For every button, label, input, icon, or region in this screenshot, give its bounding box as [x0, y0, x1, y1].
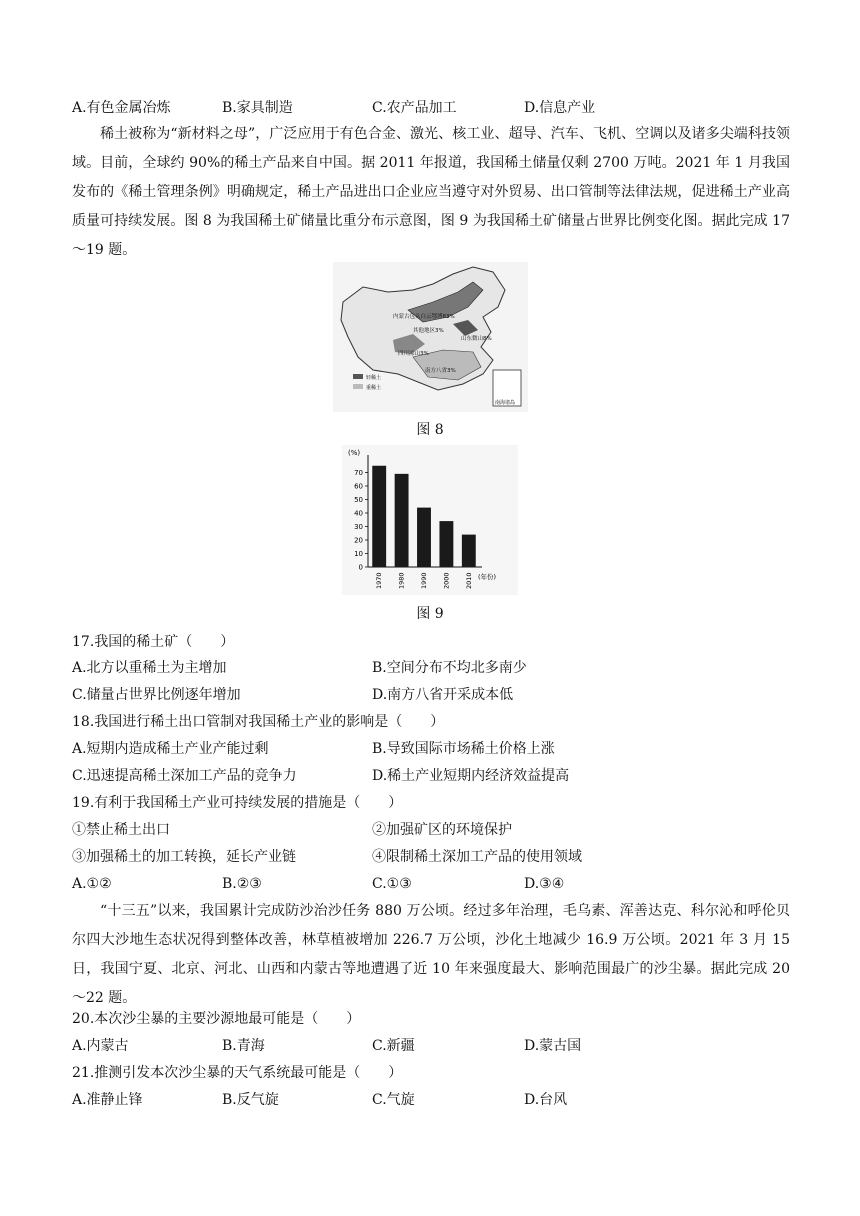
x-tick-label: 2000 — [442, 572, 451, 589]
bar-1980 — [395, 474, 409, 567]
q18-option-b: B.导致国际市场稀土价格上涨 — [372, 741, 555, 757]
option-a: A.有色金属冶炼 — [72, 100, 171, 116]
q17-stem: 17.我国的稀土矿（ ） — [72, 634, 235, 650]
q19-option-c: C.①③ — [372, 876, 412, 892]
y-tick-label: 10 — [354, 550, 363, 558]
q19-option-b: B.②③ — [222, 876, 262, 892]
q21-option-d: D.台风 — [524, 1092, 568, 1108]
option-b: B.家具制造 — [222, 100, 293, 116]
map-label-baotou: 内蒙古包头白云鄂博83% — [393, 314, 455, 320]
legend-light-swatch — [353, 374, 363, 379]
option-c: C.农产品加工 — [372, 100, 457, 116]
bar-1970 — [372, 466, 386, 567]
y-tick-label: 20 — [354, 536, 363, 545]
q17-option-c: C.储量占世界比例逐年增加 — [72, 687, 241, 703]
passage-rare-earth: 稀土被称为“新材料之母”，广泛应用于有色合金、激光、核工业、超导、汽车、飞机、空调以及诸多尖端科技领域。目前，全球约 90%的稀土产品来自中国。据 2011 年报道，我国稀土储量仅剩 2700 万吨。2021 年 1 月我国发布的《稀土管理条例》明确规定，稀土产品进出口企业应当遵守对外贸易、出口管制等法律法规，促进稀土产业高质量可持续发展。图 8 为我国稀土矿储量比重分布示意图，图 9 为我国稀土矿储量占世界比例变化图。据此完成 17～19 题。 — [72, 126, 790, 258]
q17-option-a: A.北方以重稀土为主增加 — [72, 660, 227, 676]
q19-item-4: ④限制稀土深加工产品的使用领域 — [372, 849, 582, 865]
passage-sandstorm: “十三五”以来，我国累计完成防沙治沙任务 880 万公顷。经过多年治理，毛乌素、浑善达克、科尔沁和呼伦贝尔四大沙地生态状况得到整体改善，林草植被增加 226.7 万公顷，沙化土地减少 16.9 万公顷。2021 年 3 月 15 日，我国宁夏、北京、河北、山西和内蒙古等地遭遇了近 10 年来强度最大、影响范围最广的沙尘暴。据此完成 20～22 题。 — [72, 903, 790, 1006]
option-d: D.信息产业 — [524, 100, 596, 116]
q21-option-c: C.气旋 — [372, 1092, 415, 1108]
map-label-south: 南方八省3% — [425, 368, 456, 374]
q17-option-d: D.南方八省开采成本低 — [372, 687, 514, 703]
chart-unit: (%) — [348, 449, 361, 457]
q19-option-a: A.①② — [72, 876, 112, 892]
q20-option-b: B.青海 — [222, 1038, 265, 1054]
map-label-shandong: 山东微山8% — [461, 336, 492, 342]
q19-item-1: ①禁止稀土出口 — [72, 822, 170, 838]
fig9-caption: 图 9 — [416, 606, 444, 622]
q21-option-b: B.反气旋 — [222, 1092, 279, 1108]
bar-1990 — [417, 508, 431, 567]
legend-heavy-swatch — [353, 384, 363, 389]
q20-option-a: A.内蒙古 — [72, 1038, 129, 1054]
rare-earth-share-chart — [342, 445, 518, 595]
q20-stem: 20.本次沙尘暴的主要沙源地最可能是（ ） — [72, 1011, 361, 1027]
map-label-other: 其他地区3% — [413, 328, 444, 334]
legend-heavy: 重稀土 — [366, 385, 382, 391]
bar-2000 — [439, 521, 453, 567]
q18-option-d: D.稀土产业短期内经济效益提高 — [372, 768, 570, 784]
q17-option-b: B.空间分布不均北多南少 — [372, 660, 527, 676]
bar-2010 — [462, 535, 476, 567]
legend-light: 轻稀土 — [366, 375, 382, 381]
x-tick-label: 1970 — [375, 572, 384, 589]
x-tick-label: 2010 — [464, 572, 473, 589]
fig8-caption: 图 8 — [416, 422, 444, 438]
y-tick-label: 50 — [354, 496, 363, 504]
q19-option-d: D.③④ — [524, 876, 565, 892]
q18-stem: 18.我国进行稀土出口管制对我国稀土产业的影响是（ ） — [72, 714, 445, 730]
y-tick-label: 30 — [354, 523, 363, 531]
y-tick-label: 0 — [358, 563, 363, 572]
y-tick-label: 40 — [354, 509, 363, 518]
map-label-sichuan: 四川凉山3% — [398, 351, 429, 357]
x-tick-label: 1990 — [420, 572, 428, 589]
q19-item-2: ②加强矿区的环境保护 — [372, 822, 512, 838]
rare-earth-map — [333, 262, 528, 412]
q20-option-d: D.蒙古国 — [524, 1038, 582, 1054]
chart-xunit: (年份) — [478, 573, 497, 581]
y-tick-label: 60 — [354, 482, 363, 491]
q19-item-3: ③加强稀土的加工转换，延长产业链 — [72, 849, 296, 865]
q21-stem: 21.推测引发本次沙尘暴的天气系统最可能是（ ） — [72, 1065, 403, 1081]
q21-option-a: A.准静止锋 — [72, 1092, 143, 1108]
inset-label: 南海诸岛 — [495, 400, 516, 406]
q20-option-c: C.新疆 — [372, 1038, 415, 1054]
q19-stem: 19.有利于我国稀土产业可持续发展的措施是（ ） — [72, 795, 403, 811]
x-tick-label: 1980 — [397, 572, 406, 589]
q18-option-c: C.迅速提高稀土深加工产品的竞争力 — [72, 768, 297, 784]
y-tick-label: 70 — [354, 469, 363, 477]
q18-option-a: A.短期内造成稀土产业产能过剩 — [72, 741, 269, 757]
